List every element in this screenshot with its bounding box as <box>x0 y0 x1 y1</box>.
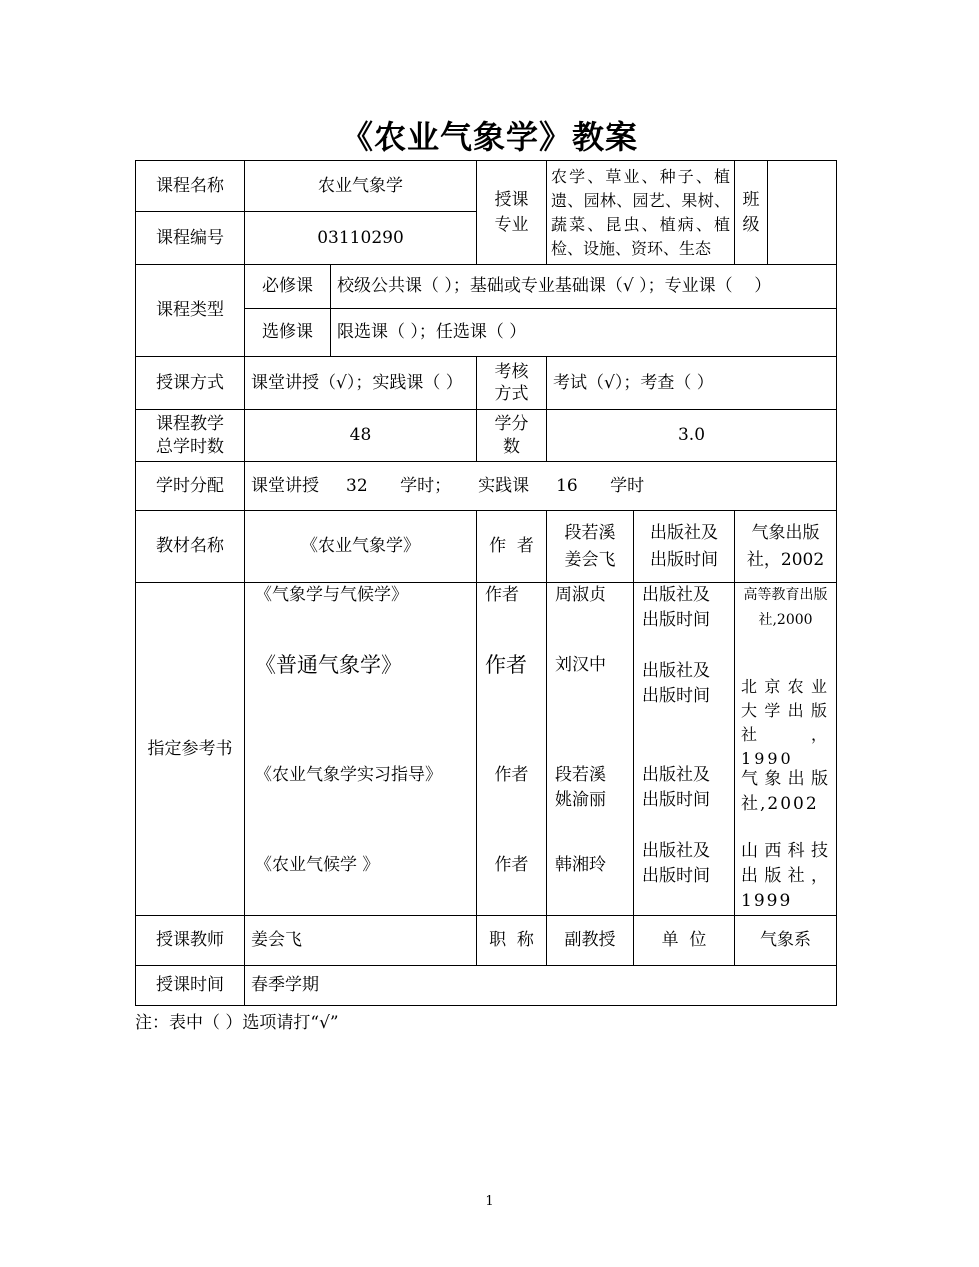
course-name-label: 课程名称 <box>136 161 245 212</box>
ref-author-1: 周淑贞 <box>555 585 606 605</box>
total-hours-label: 课程教学总学时数 <box>136 410 245 462</box>
ref-pub-1: 高等教育出版社,2000 <box>743 587 828 628</box>
course-info-table <box>135 160 837 1006</box>
textbook-label: 教材名称 <box>136 511 245 583</box>
required-options: 校级公共课（ ）；基础或专业基础课（√ ）；专业课（ ） <box>331 265 837 309</box>
class-label: 班级 <box>735 161 768 265</box>
ref-name-2: 《普通气象学》 <box>255 653 402 677</box>
teaching-time-value: 春季学期 <box>245 966 837 1006</box>
textbook-author: 段若溪 姜会飞 <box>547 511 634 583</box>
ref-pub-3: 气象出版社,2002 <box>741 769 831 814</box>
ref-author-3: 段若溪 姚渝丽 <box>555 765 606 810</box>
ref-pub-label-4: 出版社及出版时间 <box>642 841 710 886</box>
teacher-name: 姜会飞 <box>245 916 477 966</box>
reference-authors <box>547 583 634 916</box>
course-code-label: 课程编号 <box>136 212 245 265</box>
textbook-pub-label: 出版社及出版时间 <box>634 511 735 583</box>
ref-author-label-2: 作者 <box>485 653 527 677</box>
major-label: 授课专业 <box>477 161 547 265</box>
elective-label: 选修课 <box>245 309 331 357</box>
reference-names <box>245 583 477 916</box>
elective-options: 限选课（ ）；任选课（ ） <box>331 309 837 357</box>
ref-pub-label-2: 出版社及出版时间 <box>642 661 710 706</box>
ref-author-label-3: 作者 <box>494 765 529 785</box>
ref-name-3: 《农业气象学实习指导》 <box>255 765 442 785</box>
required-label: 必修课 <box>245 265 331 309</box>
credit-value: 3.0 <box>547 410 837 462</box>
ref-pub-label-3: 出版社及出版时间 <box>642 765 710 810</box>
page-number: 1 <box>485 1194 494 1209</box>
hour-distribution-value: 课堂讲授 32 学时； 实践课 16 学时 <box>245 462 837 511</box>
ref-author-label-1: 作者 <box>485 585 519 605</box>
reference-books-label: 指定参考书 <box>136 583 245 916</box>
exam-value: 考试（√）；考查（ ） <box>547 357 837 410</box>
teacher-title-value: 副教授 <box>547 916 634 966</box>
teaching-time-label: 授课时间 <box>136 966 245 1006</box>
teacher-unit-label: 单 位 <box>634 916 735 966</box>
teacher-title-label: 职 称 <box>477 916 547 966</box>
method-label: 授课方式 <box>136 357 245 410</box>
document-title: 《农业气象学》教案 <box>340 118 638 156</box>
ref-pub-label-1: 出版社及出版时间 <box>642 585 710 630</box>
course-info-table-wrap <box>135 160 836 1006</box>
hour-distribution-label: 学时分配 <box>136 462 245 511</box>
credit-label: 学分数 <box>477 410 547 462</box>
major-value: 农学、草业、种子、植遗、园林、园艺、果树、蔬菜、昆虫、植病、植检、设施、资环、生态 <box>547 161 735 265</box>
course-name-value: 农业气象学 <box>245 161 477 212</box>
textbook-name: 《农业气象学》 <box>245 511 477 583</box>
course-type-label: 课程类型 <box>136 265 245 357</box>
class-value <box>768 161 837 265</box>
exam-label: 考核方式 <box>477 357 547 410</box>
textbook-author-label: 作 者 <box>477 511 547 583</box>
ref-author-2: 刘汉中 <box>555 655 606 675</box>
ref-pub-4: 山西科技出版社，1999 <box>741 841 831 911</box>
ref-pub-2: 北京农业大学出版社，1990 <box>741 677 831 768</box>
reference-pub-labels <box>634 583 735 916</box>
method-value: 课堂讲授（√）；实践课（ ） <box>245 357 477 410</box>
teacher-unit-value: 气象系 <box>735 916 837 966</box>
ref-author-4: 韩湘玲 <box>555 855 606 875</box>
ref-name-4: 《农业气候学 》 <box>255 855 380 875</box>
textbook-pub: 气象出版社，2002 <box>735 511 837 583</box>
footnote: 注：表中（ ）选项请打“√” <box>135 1013 339 1033</box>
total-hours-value: 48 <box>245 410 477 462</box>
ref-author-label-4: 作者 <box>494 855 529 875</box>
reference-pubs <box>735 583 837 916</box>
teacher-label: 授课教师 <box>136 916 245 966</box>
reference-author-labels <box>477 583 547 916</box>
ref-name-1: 《气象学与气候学》 <box>255 585 408 605</box>
course-code-value: 03110290 <box>245 212 477 265</box>
